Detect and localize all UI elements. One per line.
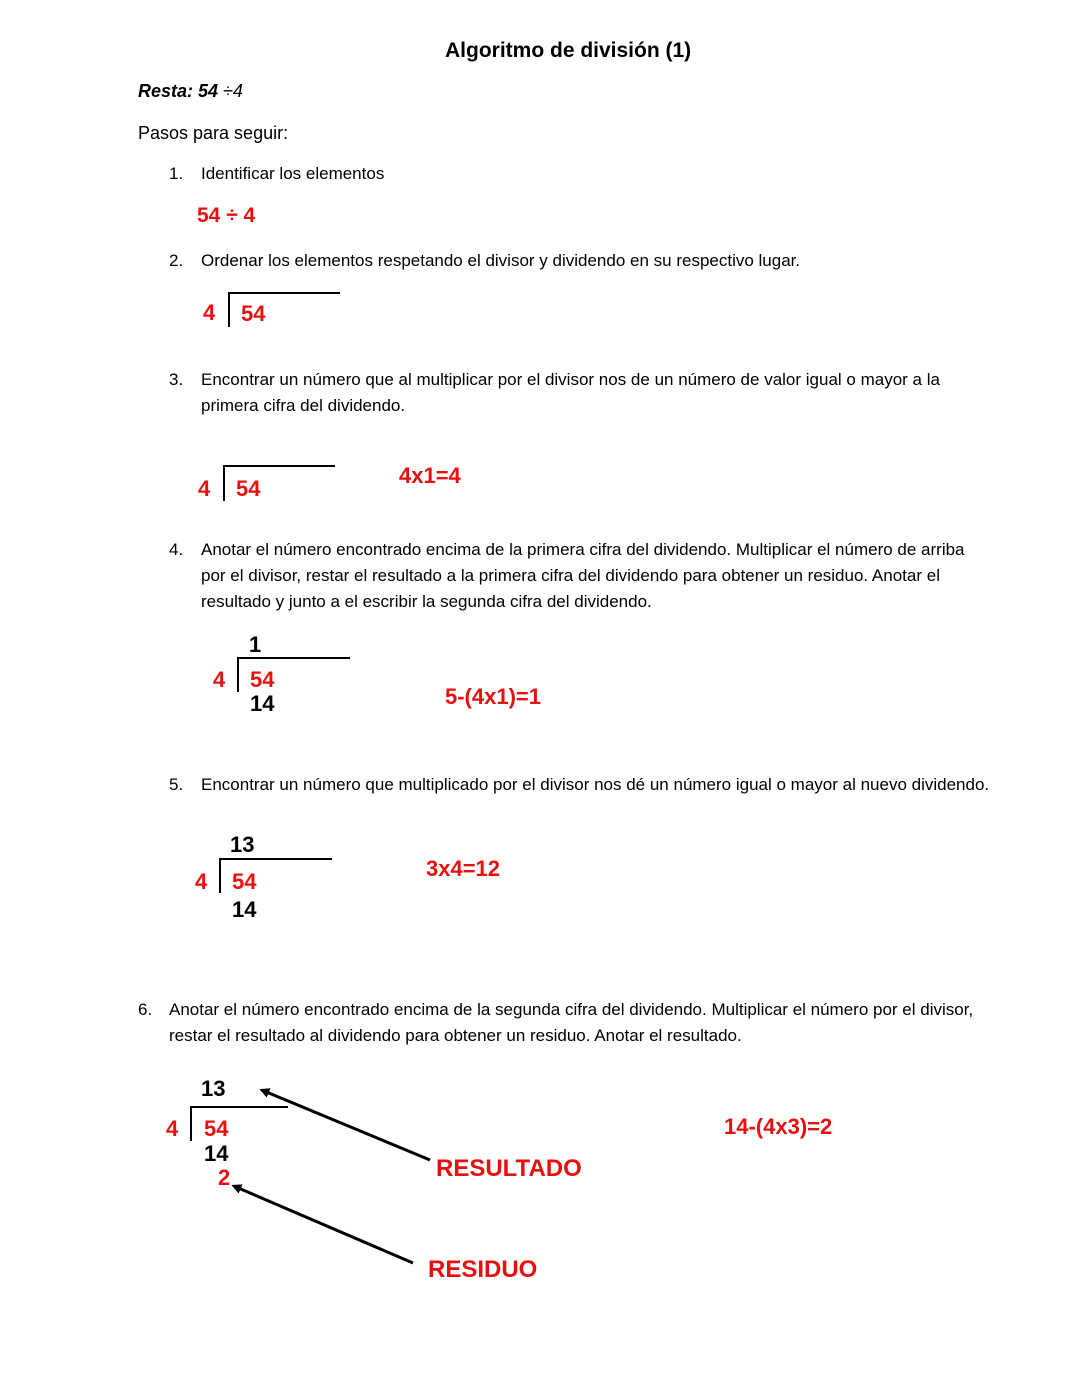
step-text: Anotar el número encontrado encima de la primera cifra del dividendo. Multiplicar el número de arriba por el divisor, restar el resultado a la primera cifra del dividendo para obtener un residuo. Anotar el resultado y junto a el escribir la segunda cifra del dividendo. bbox=[201, 540, 965, 611]
dividend: 54 bbox=[232, 869, 257, 894]
intro-text: Pasos para seguir: bbox=[138, 123, 289, 143]
quotient: 1 bbox=[249, 632, 262, 657]
step-4-equation: 5-(4x1)=1 bbox=[445, 684, 542, 709]
quotient: 13 bbox=[201, 1076, 226, 1101]
step-number: 3. bbox=[169, 370, 184, 389]
step-3-equation: 4x1=4 bbox=[399, 463, 461, 488]
subtitle-operator: ÷4 bbox=[223, 81, 243, 101]
result-label: RESULTADO bbox=[436, 1155, 582, 1182]
step-number: 6. bbox=[138, 1000, 153, 1019]
dividend: 54 bbox=[241, 301, 266, 326]
remainder: 2 bbox=[218, 1165, 231, 1190]
step-text: Encontrar un número que multiplicado por el divisor nos dé un número igual o mayor al nuevo dividendo. bbox=[201, 775, 990, 794]
page-title: Algoritmo de división (1) bbox=[445, 39, 692, 62]
result-arrow bbox=[264, 1091, 430, 1160]
step-text: Anotar el número encontrado encima de la segunda cifra del dividendo. Multiplicar el número por el divisor, restar el resultado al dividendo para obtener un residuo. Anotar el resultado. bbox=[169, 1000, 974, 1045]
step-text: Encontrar un número que al multiplicar por el divisor nos de un número de valor igual o mayor a la primera cifra del dividendo. bbox=[201, 370, 940, 415]
remainder-arrow bbox=[236, 1187, 413, 1263]
step-6-equation: 14-(4x3)=2 bbox=[724, 1114, 833, 1139]
partial-dividend: 14 bbox=[232, 897, 257, 922]
step-number: 2. bbox=[169, 251, 184, 270]
step-text: Identificar los elementos bbox=[201, 164, 385, 183]
subtitle-label: Resta: 54 bbox=[138, 81, 224, 101]
partial-dividend: 14 bbox=[204, 1141, 229, 1166]
divisor: 4 bbox=[203, 300, 216, 325]
step-1-expression: 54 ÷ 4 bbox=[197, 204, 256, 227]
step-text: Ordenar los elementos respetando el divisor y dividendo en su respectivo lugar. bbox=[201, 251, 801, 270]
divisor: 4 bbox=[195, 869, 208, 894]
step-number: 5. bbox=[169, 775, 184, 794]
dividend: 54 bbox=[250, 667, 275, 692]
divisor: 4 bbox=[213, 667, 226, 692]
quotient: 13 bbox=[230, 832, 255, 857]
remainder-label: RESIDUO bbox=[428, 1256, 538, 1283]
dividend: 54 bbox=[204, 1116, 229, 1141]
step-number: 1. bbox=[169, 164, 184, 183]
step-number: 4. bbox=[169, 540, 184, 559]
step-5-equation: 3x4=12 bbox=[426, 856, 501, 881]
dividend: 54 bbox=[236, 476, 261, 501]
divisor: 4 bbox=[166, 1116, 179, 1141]
divisor: 4 bbox=[198, 476, 211, 501]
partial-dividend: 14 bbox=[250, 691, 275, 716]
